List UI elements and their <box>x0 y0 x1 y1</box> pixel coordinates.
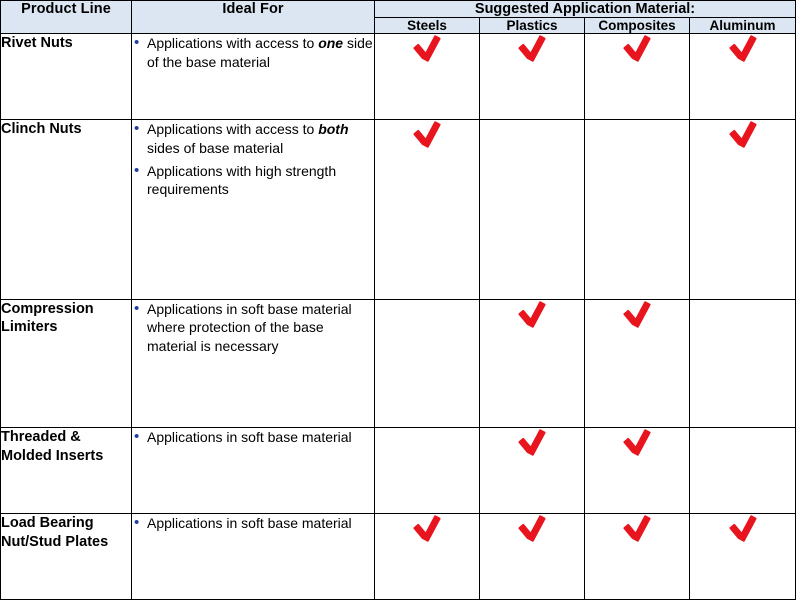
material-cell-aluminum <box>690 120 796 299</box>
product-line-cell: Threaded & Molded Inserts <box>1 427 132 513</box>
bullet-text-pre: Applications in soft base material <box>147 428 352 445</box>
header-row-top <box>1 1 796 18</box>
table-row <box>1 299 796 427</box>
material-cell-plastics <box>480 120 585 299</box>
ideal-for-cell <box>132 120 375 299</box>
check-icon <box>517 300 547 330</box>
material-cell-aluminum <box>690 513 796 599</box>
header-material-steels: Steels <box>375 18 480 34</box>
material-cell-plastics <box>480 513 585 599</box>
check-icon <box>728 34 758 64</box>
bullet-text-pre: Applications in soft base material <box>147 514 352 531</box>
bullet-list <box>132 428 374 447</box>
bullet-item <box>132 120 374 157</box>
material-cell-steels <box>375 513 480 599</box>
product-line-cell: Rivet Nuts <box>1 34 132 120</box>
table-row <box>1 120 796 299</box>
bullet-text-emphasis: both <box>318 121 349 138</box>
header-ideal-for: Ideal For <box>132 1 375 34</box>
header-suggested-application-material: Suggested Application Material: <box>375 1 796 18</box>
material-cell-plastics <box>480 299 585 427</box>
check-icon <box>517 34 547 64</box>
material-cell-composites <box>585 513 690 599</box>
material-cell-composites <box>585 34 690 120</box>
bullet-list <box>132 120 374 198</box>
ideal-for-cell <box>132 513 375 599</box>
material-cell-aluminum <box>690 427 796 513</box>
material-cell-plastics <box>480 427 585 513</box>
bullet-text-post: sides of base material <box>147 139 284 156</box>
header-product-line: Product Line <box>1 1 132 34</box>
table-head <box>1 1 796 34</box>
check-icon <box>412 34 442 64</box>
material-cell-steels <box>375 299 480 427</box>
check-icon <box>728 514 758 544</box>
bullet-item <box>132 300 374 356</box>
table-row <box>1 34 796 120</box>
product-line-cell: Compression Limiters <box>1 299 132 427</box>
bullet-item <box>132 514 374 533</box>
bullet-text-pre: Applications with high strength requirements <box>147 162 337 198</box>
check-icon <box>622 514 652 544</box>
check-icon <box>728 120 758 150</box>
check-icon <box>517 428 547 458</box>
material-cell-aluminum <box>690 299 796 427</box>
material-cell-steels <box>375 34 480 120</box>
product-line-cell: Clinch Nuts <box>1 120 132 299</box>
bullet-text-post: side of the base material <box>147 35 373 70</box>
table-row <box>1 513 796 599</box>
bullet-item <box>132 34 374 71</box>
bullet-text-emphasis: one <box>318 35 344 51</box>
bullet-item <box>132 428 374 447</box>
material-cell-aluminum <box>690 34 796 120</box>
check-icon <box>412 514 442 544</box>
ideal-for-cell <box>132 299 375 427</box>
header-material-composites: Composites <box>585 18 690 34</box>
header-material-aluminum: Aluminum <box>690 18 796 34</box>
bullet-list <box>132 300 374 356</box>
check-icon <box>622 34 652 64</box>
check-icon <box>412 120 442 150</box>
bullet-text-pre: Applications with access to <box>147 121 319 138</box>
bullet-text-pre: Applications with access to <box>147 35 319 51</box>
ideal-for-cell <box>132 34 375 120</box>
table-body <box>1 34 796 600</box>
header-material-plastics: Plastics <box>480 18 585 34</box>
bullet-text-pre: Applications in soft base material where protection of the base material is necessary <box>147 300 352 354</box>
check-icon <box>622 300 652 330</box>
check-icon <box>517 514 547 544</box>
product-line-cell: Load Bearing Nut/Stud Plates <box>1 513 132 599</box>
bullet-item <box>132 162 374 199</box>
bullet-list <box>132 514 374 533</box>
material-cell-steels <box>375 427 480 513</box>
material-cell-plastics <box>480 34 585 120</box>
check-icon <box>622 428 652 458</box>
table-row <box>1 427 796 513</box>
material-cell-composites <box>585 120 690 299</box>
material-cell-composites <box>585 299 690 427</box>
material-cell-composites <box>585 427 690 513</box>
material-cell-steels <box>375 120 480 299</box>
bullet-list <box>132 34 374 71</box>
ideal-for-cell <box>132 427 375 513</box>
